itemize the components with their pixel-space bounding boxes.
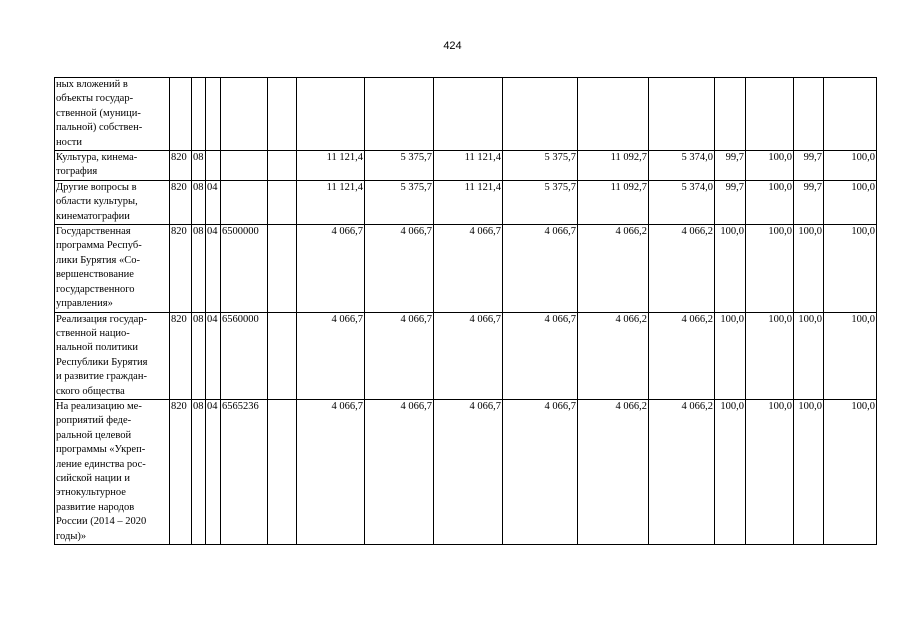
ministry-code-cell: 820 [170,180,192,224]
amount-cell-3: 4 066,7 [434,225,503,312]
percent-cell-1: 99,7 [715,180,746,224]
amount-cell-6 [649,78,715,151]
percent-cell-4: 100,0 [824,399,877,544]
amount-cell-4: 4 066,7 [503,225,578,312]
row-name-cell: На реализацию ме- роприятий феде- ральной целевой программы «Укреп- ление единства рос- сийской нации и этнокультурное развитие народов России (2014 – 2020 годы)» [55,399,170,544]
percent-cell-2 [746,78,794,151]
amount-cell-4 [503,78,578,151]
percent-cell-1: 100,0 [715,225,746,312]
subsection-code-cell: 04 [206,225,221,312]
subsection-code-cell: 04 [206,180,221,224]
section-code-cell [192,78,206,151]
table-row [55,78,877,151]
amount-cell-3: 11 121,4 [434,151,503,181]
subsection-code-cell [206,78,221,151]
ministry-code-cell [170,78,192,151]
amount-cell-5: 4 066,2 [578,312,649,399]
percent-cell-3: 99,7 [794,180,824,224]
target-article-cell: 6565236 [221,399,268,544]
section-code-cell: 08 [192,180,206,224]
percent-cell-2: 100,0 [746,399,794,544]
amount-cell-5: 4 066,2 [578,399,649,544]
row-name-cell: Культура, кинема- тография [55,151,170,181]
section-code-cell: 08 [192,225,206,312]
amount-cell-3: 4 066,7 [434,399,503,544]
percent-cell-4: 100,0 [824,225,877,312]
amount-cell-2: 4 066,7 [365,399,434,544]
section-code-cell: 08 [192,399,206,544]
amount-cell-1: 4 066,7 [297,225,365,312]
target-article-cell: 6500000 [221,225,268,312]
percent-cell-1 [715,78,746,151]
ministry-code-cell: 820 [170,151,192,181]
expense-type-cell [268,399,297,544]
target-article-cell [221,180,268,224]
ministry-code-cell: 820 [170,225,192,312]
target-article-cell: 6560000 [221,312,268,399]
target-article-cell [221,151,268,181]
table-row [55,180,877,224]
percent-cell-4: 100,0 [824,151,877,181]
amount-cell-2: 4 066,7 [365,225,434,312]
amount-cell-6: 4 066,2 [649,225,715,312]
amount-cell-5: 4 066,2 [578,225,649,312]
percent-cell-3: 100,0 [794,399,824,544]
amount-cell-1: 4 066,7 [297,399,365,544]
amount-cell-6: 5 374,0 [649,151,715,181]
amount-cell-5: 11 092,7 [578,151,649,181]
percent-cell-2: 100,0 [746,312,794,399]
table-row [55,225,877,312]
amount-cell-1: 4 066,7 [297,312,365,399]
amount-cell-4: 4 066,7 [503,312,578,399]
page-number: 424 [443,40,462,52]
row-name-cell: Другие вопросы в области культуры, кинематографии [55,180,170,224]
table-body [55,78,877,545]
amount-cell-4: 4 066,7 [503,399,578,544]
amount-cell-3 [434,78,503,151]
amount-cell-5: 11 092,7 [578,180,649,224]
target-article-cell [221,78,268,151]
table-row [55,399,877,544]
expense-type-cell [268,225,297,312]
amount-cell-5 [578,78,649,151]
ministry-code-cell: 820 [170,312,192,399]
subsection-code-cell: 04 [206,312,221,399]
amount-cell-1 [297,78,365,151]
percent-cell-2: 100,0 [746,180,794,224]
amount-cell-2: 5 375,7 [365,180,434,224]
amount-cell-4: 5 375,7 [503,151,578,181]
percent-cell-4 [824,78,877,151]
percent-cell-4: 100,0 [824,180,877,224]
amount-cell-2: 4 066,7 [365,312,434,399]
amount-cell-1: 11 121,4 [297,151,365,181]
amount-cell-2: 5 375,7 [365,151,434,181]
percent-cell-2: 100,0 [746,225,794,312]
percent-cell-3: 100,0 [794,312,824,399]
table-row [55,312,877,399]
amount-cell-6: 4 066,2 [649,312,715,399]
amount-cell-3: 11 121,4 [434,180,503,224]
row-name-cell: Государственная программа Респуб- лики Бурятия «Со- вершенствование государственного управления» [55,225,170,312]
percent-cell-1: 100,0 [715,312,746,399]
row-name-cell: ных вложений в объекты государ- ственной (муници- пальной) собствен- ности [55,78,170,151]
percent-cell-3: 100,0 [794,225,824,312]
percent-cell-1: 99,7 [715,151,746,181]
subsection-code-cell: 04 [206,399,221,544]
section-code-cell: 08 [192,151,206,181]
percent-cell-3 [794,78,824,151]
expense-type-cell [268,180,297,224]
expense-type-cell [268,78,297,151]
budget-table [54,77,877,545]
amount-cell-2 [365,78,434,151]
percent-cell-1: 100,0 [715,399,746,544]
amount-cell-4: 5 375,7 [503,180,578,224]
subsection-code-cell [206,151,221,181]
amount-cell-1: 11 121,4 [297,180,365,224]
amount-cell-6: 5 374,0 [649,180,715,224]
percent-cell-4: 100,0 [824,312,877,399]
expense-type-cell [268,151,297,181]
expense-type-cell [268,312,297,399]
amount-cell-3: 4 066,7 [434,312,503,399]
ministry-code-cell: 820 [170,399,192,544]
percent-cell-3: 99,7 [794,151,824,181]
percent-cell-2: 100,0 [746,151,794,181]
row-name-cell: Реализация государ- ственной нацио- нальной политики Республики Бурятия и развитие граждан- ского общества [55,312,170,399]
amount-cell-6: 4 066,2 [649,399,715,544]
section-code-cell: 08 [192,312,206,399]
table-row [55,151,877,181]
